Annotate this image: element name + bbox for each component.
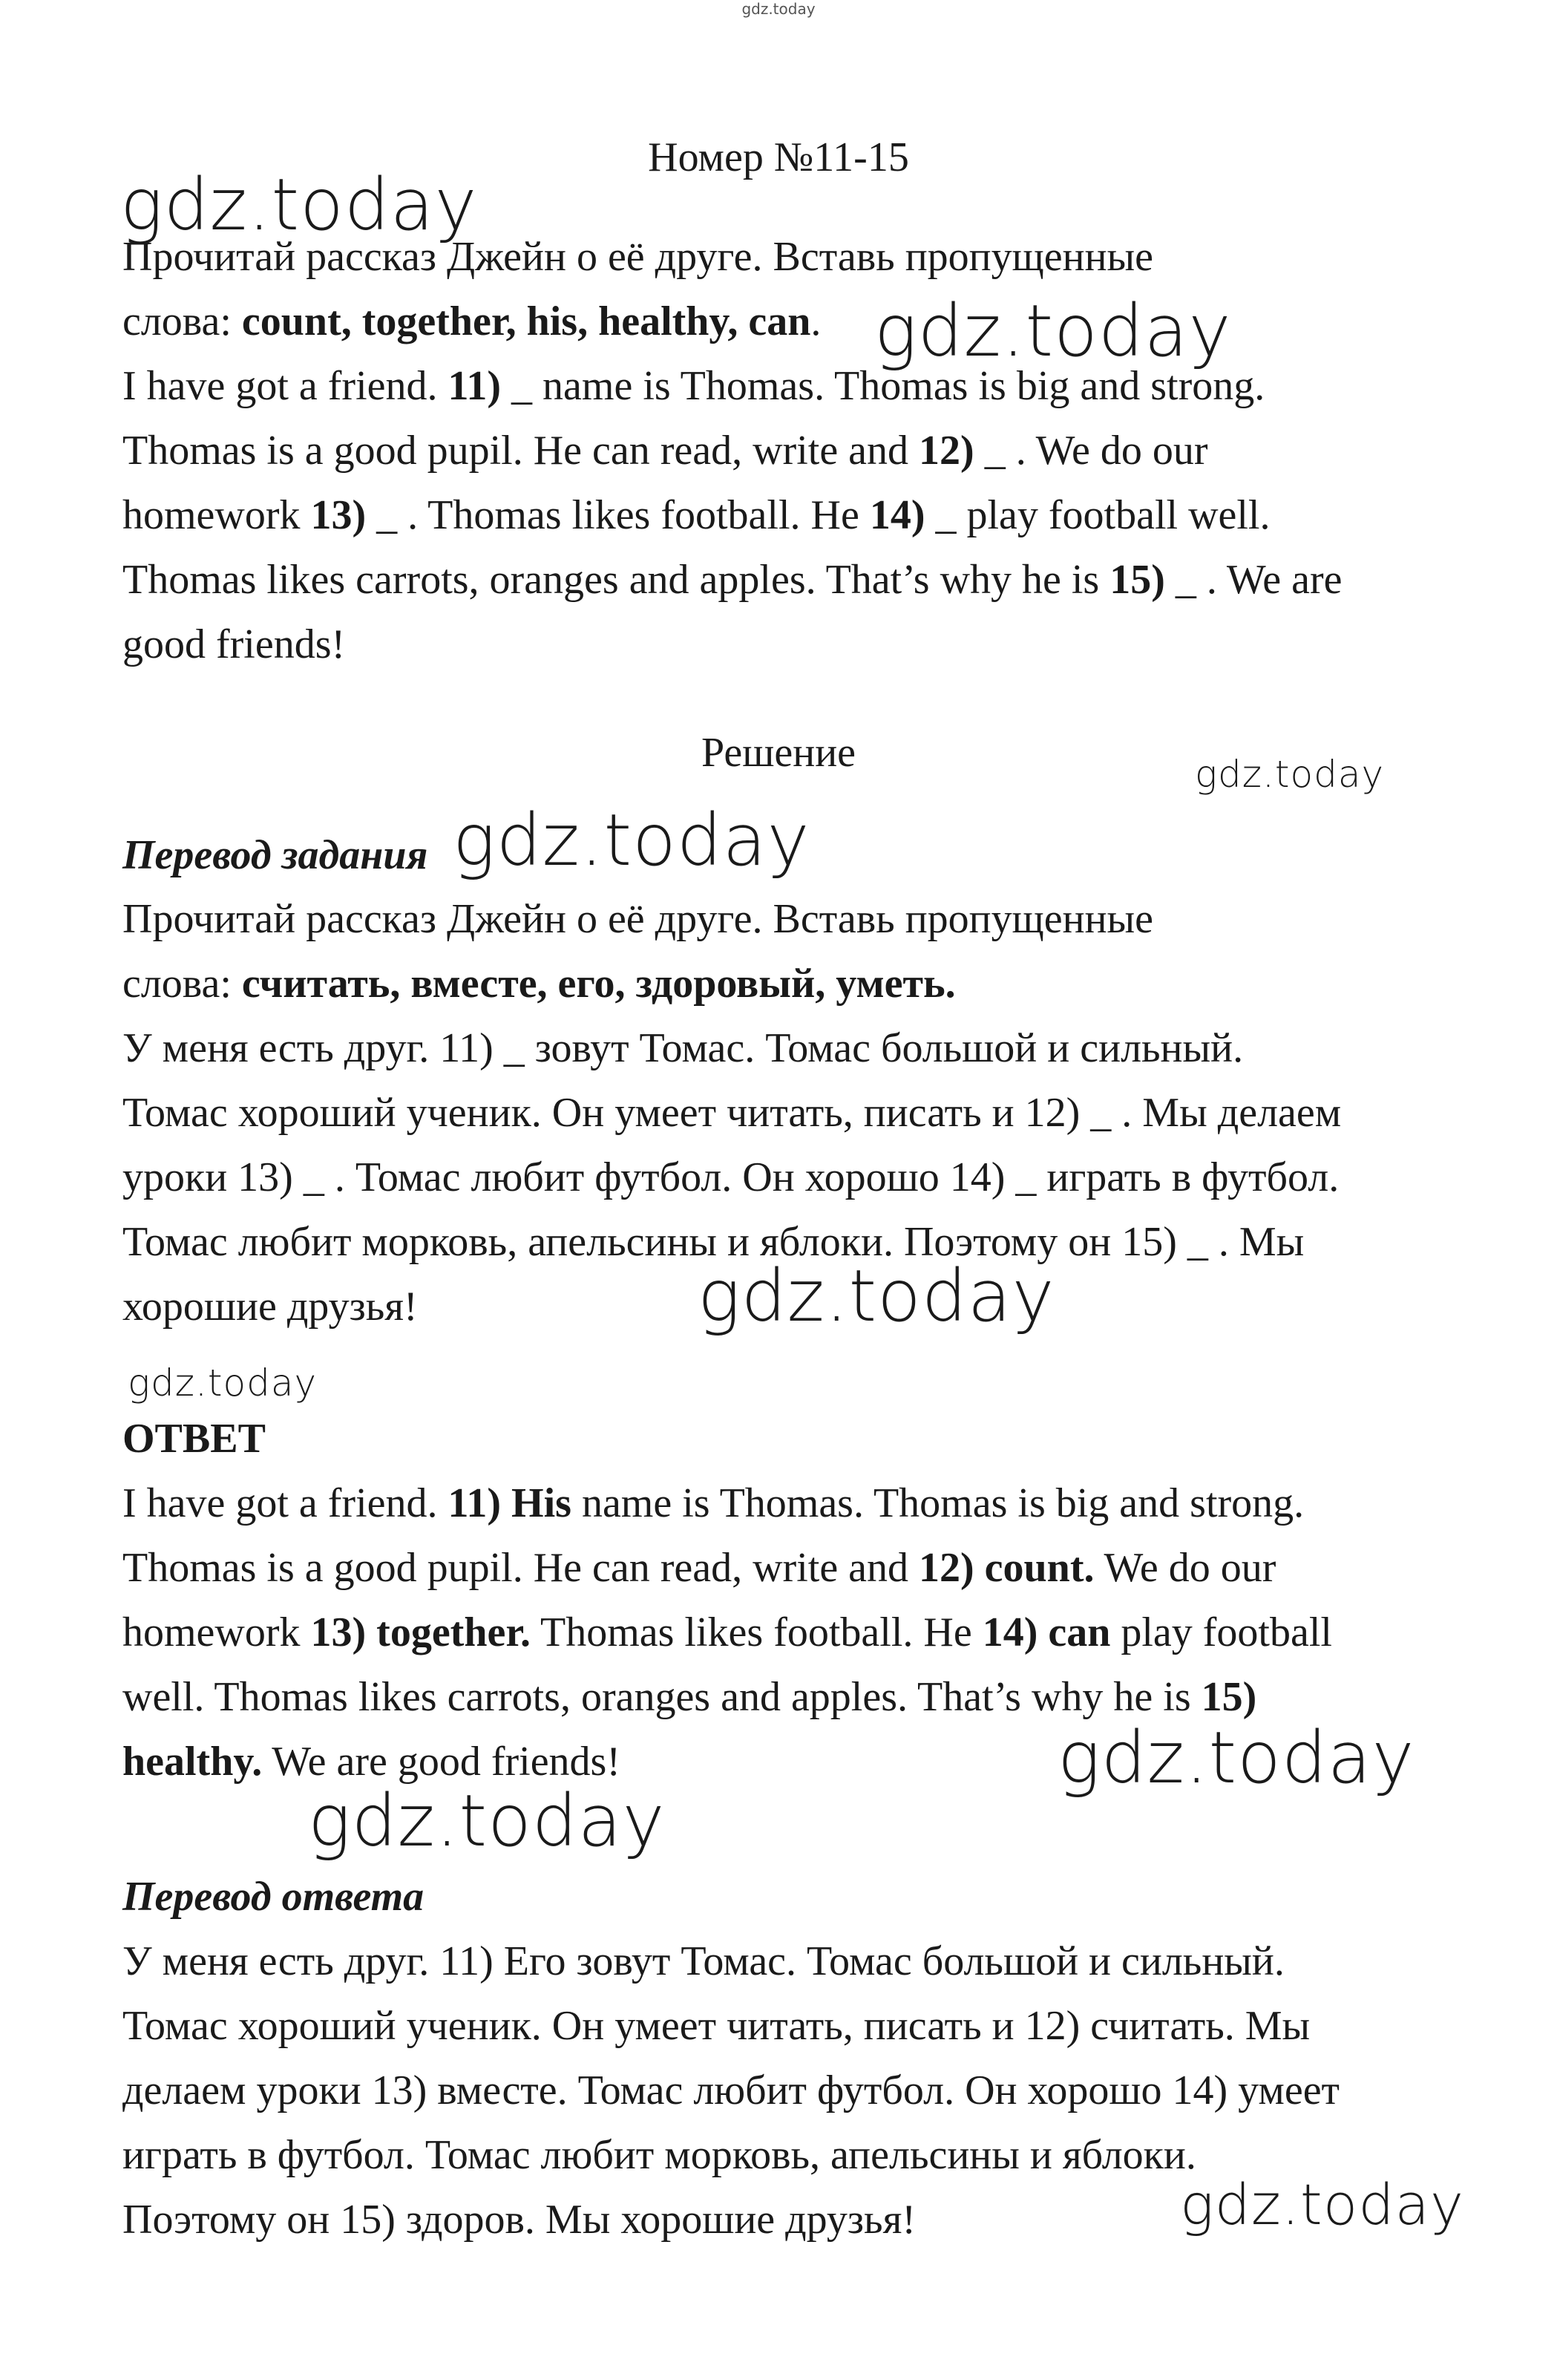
task-line: good friends! <box>122 621 346 667</box>
watermark: gdz.today <box>1180 2171 1464 2237</box>
answer-translation-line: Томас хороший ученик. Он умеет читать, писать и 12) считать. Мы <box>122 2003 1311 2049</box>
answer-translation-line: делаем уроки 13) вместе. Томас любит футбол. Он хорошо 14) умеет <box>122 2067 1340 2113</box>
answer-line: Thomas is a good pupil. He can read, write and 12) count. We do our <box>122 1545 1276 1591</box>
answer-translation-line: играть в футбол. Томас любит морковь, апельсины и яблоки. <box>122 2132 1196 2178</box>
translation-line: уроки 13) _ . Томас любит футбол. Он хорошо 14) _ играть в футбол. <box>122 1154 1340 1200</box>
task-instruction: Прочитай рассказ Джейн о её друге. Вставь пропущенные <box>122 234 1154 280</box>
watermark: gdz.today <box>1058 1716 1415 1799</box>
task-line: I have got a friend. 11) _ name is Thomas. Thomas is big and strong. <box>122 363 1265 409</box>
answer-translation-line: У меня есть друг. 11) Его зовут Томас. Томас большой и сильный. <box>122 1938 1285 1984</box>
task-translation-heading: Перевод задания <box>122 832 428 878</box>
watermark: gdz.today <box>120 163 478 246</box>
watermark: gdz.today <box>453 799 810 882</box>
answer-translation-heading: Перевод ответа <box>122 1874 425 1920</box>
translation-line: Томас хороший ученик. Он умеет читать, писать и 12) _ . Мы делаем <box>122 1090 1342 1136</box>
answer-heading: ОТВЕТ <box>122 1416 266 1462</box>
answer-line: I have got a friend. 11) His name is Thomas. Thomas is big and strong. <box>122 1480 1305 1526</box>
answer-line: homework 13) together. Thomas likes football. He 14) can play football <box>122 1609 1332 1655</box>
translation-line: хорошие друзья! <box>122 1284 418 1330</box>
watermark: gdz.today <box>128 1361 318 1405</box>
watermark: gdz.today <box>874 290 1232 373</box>
page-title: Номер №11-15 <box>648 134 909 180</box>
task-line: Thomas likes carrots, oranges and apples. That’s why he is 15) _ . We are <box>122 557 1343 603</box>
answer-line: well. Thomas likes carrots, oranges and apples. That’s why he is 15) <box>122 1674 1257 1720</box>
answer-translation-line: Поэтому он 15) здоров. Мы хорошие друзья! <box>122 2197 916 2243</box>
translation-line: У меня есть друг. 11) _ зовут Томас. Томас большой и сильный. <box>122 1025 1244 1071</box>
watermark: gdz.today <box>698 1255 1055 1338</box>
top-watermark: gdz.today <box>741 0 816 18</box>
solution-heading: Решение <box>701 730 856 776</box>
task-line: Thomas is a good pupil. He can read, write and 12) _ . We do our <box>122 428 1208 474</box>
translation-line: Томас любит морковь, апельсины и яблоки. Поэтому он 15) _ . Мы <box>122 1219 1305 1265</box>
task-word-list: слова: count, together, his, healthy, can. <box>122 298 822 344</box>
translation-word-list: слова: считать, вместе, его, здоровый, уметь. <box>122 961 956 1007</box>
translation-line: Прочитай рассказ Джейн о её друге. Вставь пропущенные <box>122 896 1154 942</box>
task-line: homework 13) _ . Thomas likes football. He 14) _ play football well. <box>122 492 1271 538</box>
answer-line: healthy. We are good friends! <box>122 1739 620 1785</box>
watermark: gdz.today <box>1195 753 1385 796</box>
watermark: gdz.today <box>308 1779 666 1863</box>
